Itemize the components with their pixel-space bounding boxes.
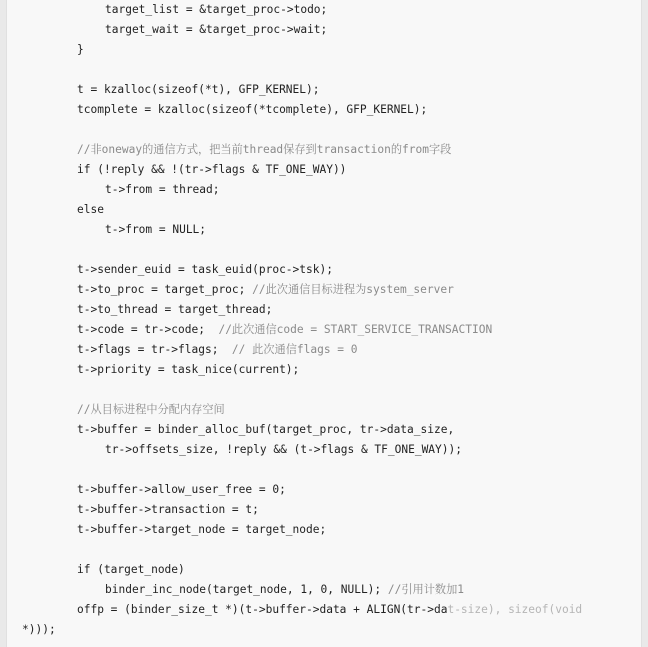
- code-text: }: [77, 43, 84, 56]
- code-line: [105, 20, 327, 40]
- code-line: [105, 580, 464, 600]
- code-line: [77, 160, 346, 180]
- code-comment: //非oneway的通信方式，把当前thread保存到transaction的from字段: [77, 143, 452, 156]
- code-comment: //此次通信目标进程为system_server: [252, 283, 454, 296]
- code-text: target_wait = &target_proc->wait;: [105, 23, 328, 36]
- code-text: tr->offsets_size, !reply && (t->flags & TF_ONE_WAY));: [105, 443, 462, 456]
- code-text: t->buffer->transaction = t;: [77, 503, 259, 516]
- code-block: [7, 0, 641, 647]
- code-line: [77, 100, 427, 120]
- code-line: [105, 220, 206, 240]
- code-line: [105, 0, 327, 20]
- code-line: [77, 500, 259, 520]
- code-text: t->buffer = binder_alloc_buf(target_proc, tr->data_size,: [77, 423, 455, 436]
- code-line: [77, 320, 492, 340]
- code-text: *)));: [22, 623, 56, 636]
- code-text: t->flags = tr->flags;: [77, 343, 232, 356]
- code-comment: //引用计数加1: [387, 583, 465, 596]
- code-text: t->buffer->target_node = target_node;: [77, 523, 327, 536]
- code-line: [77, 40, 84, 60]
- code-text: t->buffer->allow_user_free = 0;: [77, 483, 286, 496]
- code-block-left-border: [0, 0, 7, 647]
- code-line: [77, 560, 185, 580]
- code-line: [77, 260, 333, 280]
- code-line: [77, 360, 299, 380]
- code-comment: //从目标进程中分配内存空间: [77, 403, 225, 416]
- code-line: [77, 280, 454, 300]
- code-faded-text: t-size), sizeof(void: [447, 603, 583, 616]
- code-text: else: [77, 203, 104, 216]
- code-text: target_list = &target_proc->todo;: [105, 3, 328, 16]
- code-text: offp = (binder_size_t *)(t->buffer->data + ALIGN(tr->da: [77, 603, 448, 616]
- code-text: t->from = thread;: [105, 183, 220, 196]
- code-comment: //此次通信code = START_SERVICE_TRANSACTION: [218, 323, 493, 336]
- code-text: binder_inc_node(target_node, 1, 0, NULL);: [105, 583, 388, 596]
- code-text: t->code = tr->code;: [77, 323, 219, 336]
- code-line: [105, 180, 220, 200]
- code-line: [77, 300, 272, 320]
- code-text: t->from = NULL;: [105, 223, 207, 236]
- code-text: tcomplete = kzalloc(sizeof(*tcomplete), GFP_KERNEL);: [77, 103, 428, 116]
- code-line: [77, 400, 225, 420]
- code-text: t = kzalloc(sizeof(*t), GFP_KERNEL);: [77, 83, 320, 96]
- code-line: [77, 200, 104, 220]
- code-line: [77, 480, 286, 500]
- code-text: if (target_node): [77, 563, 185, 576]
- code-line: [22, 620, 56, 640]
- code-text: if (!reply && !(tr->flags & TF_ONE_WAY)): [77, 163, 347, 176]
- code-text: t->to_thread = target_thread;: [77, 303, 273, 316]
- code-comment: // 此次通信flags = 0: [231, 343, 358, 356]
- code-line: [77, 140, 451, 160]
- code-line: [77, 520, 326, 540]
- code-line: [77, 80, 319, 100]
- code-line: [77, 420, 454, 440]
- code-line: [105, 440, 462, 460]
- code-text: t->sender_euid = task_euid(proc->tsk);: [77, 263, 333, 276]
- code-text: t->priority = task_nice(current);: [77, 363, 300, 376]
- code-text: t->to_proc = target_proc;: [77, 283, 253, 296]
- code-line: [77, 340, 358, 360]
- code-block-right-border: [641, 0, 648, 647]
- code-line: [77, 600, 582, 620]
